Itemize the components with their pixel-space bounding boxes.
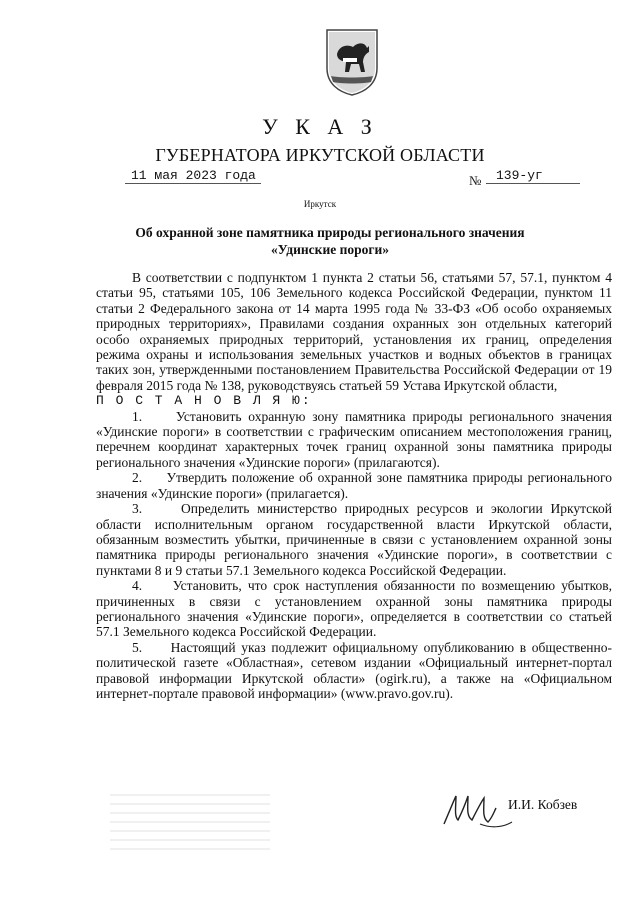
list-item xyxy=(96,409,612,471)
signer-name: И.И. Кобзев xyxy=(508,797,578,812)
item-number: 4. xyxy=(132,578,143,594)
list-item xyxy=(96,578,612,640)
item-number: 5. xyxy=(132,639,143,655)
item-text: Установить охранную зону памятника природы регионального значения «Удинские пороги» в соответствии с графическим описанием местоположения границ, перечнем координат характерных точек границ охранной зоны памятника природы регионального значения «Удинские пороги» (прилагаются). xyxy=(96,408,612,470)
number-sign: № xyxy=(469,173,482,188)
document-subtitle: ГУБЕРНАТОРА ИРКУТСКОЙ ОБЛАСТИ xyxy=(155,145,485,165)
list-item xyxy=(96,470,612,501)
irkutsk-coat-of-arms-icon xyxy=(325,28,379,96)
resolution-word: П О С Т А Н О В Л Я Ю: xyxy=(96,393,312,409)
item-number: 3. xyxy=(132,501,143,517)
faded-stamp-area xyxy=(110,790,270,850)
document-title: У К А З xyxy=(262,114,378,139)
item-number: 2. xyxy=(132,470,143,486)
document-date: 11 мая 2023 года xyxy=(125,168,261,184)
item-text: Настоящий указ подлежит официальному опубликованию в общественно-политической газете «Областная», сетевом издании «Официальный интернет-портал правовой информации Иркутской области» (ogirk.ru), а также на «Официальном интернет-портале правовой информации» (www.pravo.gov.ru). xyxy=(96,639,613,701)
document-body xyxy=(96,270,612,701)
item-text: Установить, что срок наступления обязанности по возмещению убытков, причиненных в связи с установлением охранной зоны памятника природы регионального значения «Удинские пороги», определяется в соответствии со статьей 57.1 Земельного кодекса Российской Федерации. xyxy=(96,578,612,640)
list-item xyxy=(96,640,612,702)
item-text: Определить министерство природных ресурсов и экологии Иркутской области исполнительным органом государственной власти Иркутской области, обязанным возместить убытки, причиненные в связи с установлением охранной зоны памятника природы регионального значения «Удинские пороги», в соответствии с пунктами 8 и 9 статьи 57.1 Земельного кодекса Российской Федерации. xyxy=(96,501,612,578)
heading-line-1: Об охранной зоне памятника природы регионального значения xyxy=(135,225,525,240)
document-heading xyxy=(100,224,560,258)
item-text: Утвердить положение об охранной зоне памятника природы регионального значения «Удинские пороги» (прилагается). xyxy=(96,470,612,501)
item-number: 1. xyxy=(132,408,143,424)
heading-line-2: «Удинские пороги» xyxy=(270,242,390,257)
preamble-paragraph: В соответствии с подпунктом 1 пункта 2 статьи 56, статьями 57, 57.1, пунктом 4 статьи 95, статьями 105, 106 Земельного кодекса Российской Федерации, пунктом 11 статьи 2 Федерального закона от 14 марта 1995 года № 33-ФЗ «Об особо охраняемых природных территориях», Правилами создания охранных зон отдельных категорий особо охраняемых природных территорий, установления их границ, определения режима охраны и использования земельных участков и водных объектов в границах таких зон, утвержденными постановлением Правительства Российской Федерации от 19 февраля 2015 года № 138, руководствуясь статьей 59 Устава Иркутской области, xyxy=(96,270,612,393)
document-city: Иркутск xyxy=(303,199,337,209)
document-number: 139-уг xyxy=(486,168,580,184)
list-item xyxy=(96,501,612,578)
